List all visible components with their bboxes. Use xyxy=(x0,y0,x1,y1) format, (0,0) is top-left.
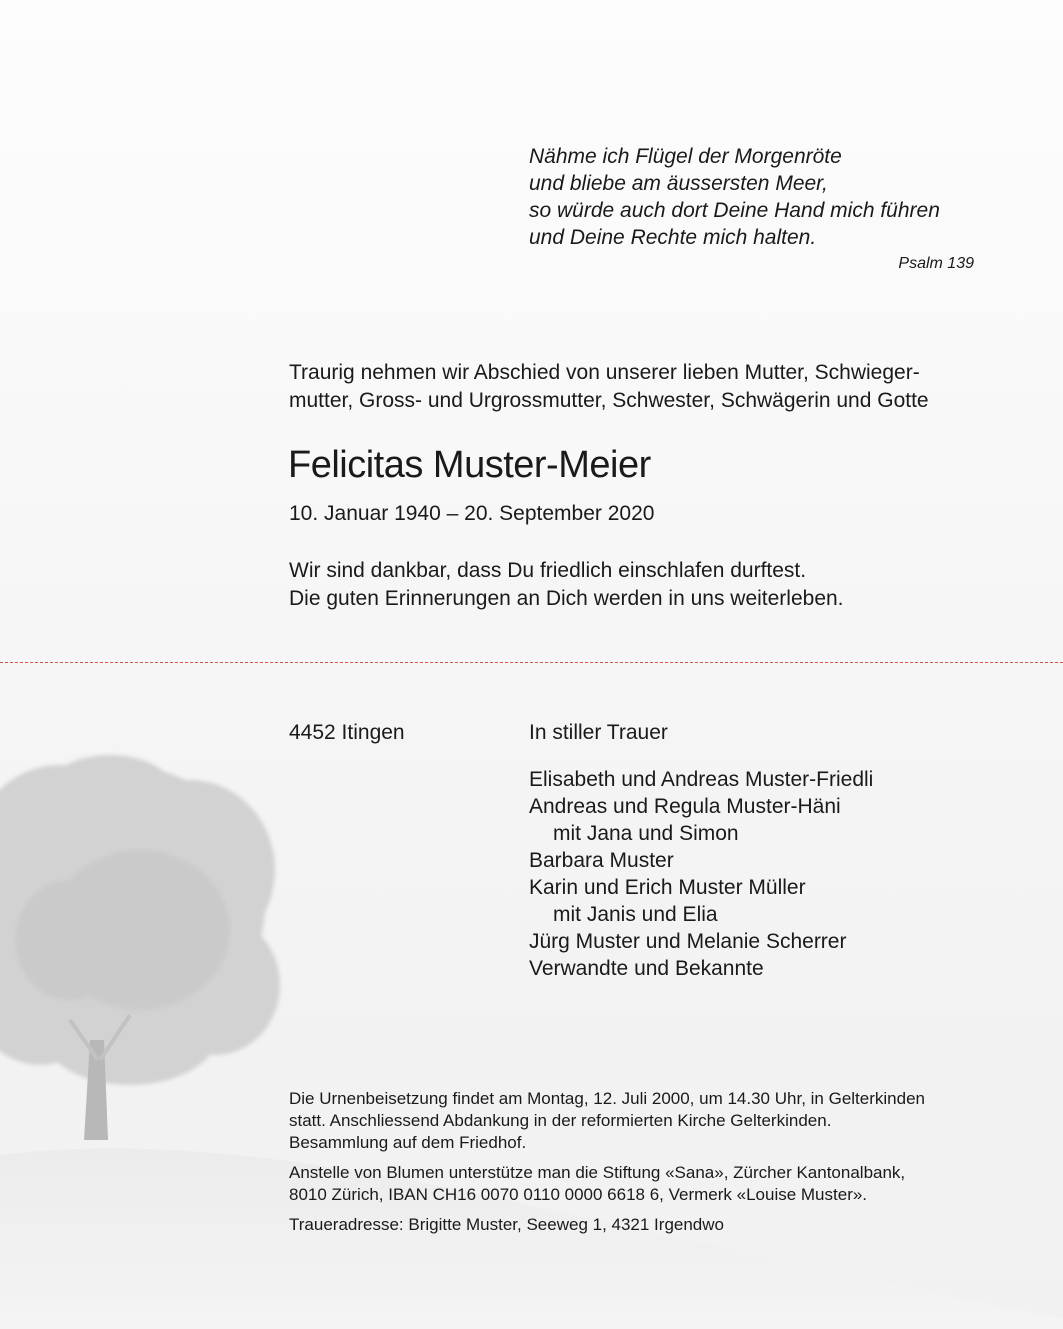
address-line: Traueradresse: Brigitte Muster, Seeweg 1, 4321 Irgendwo xyxy=(289,1215,724,1234)
donation-paragraph xyxy=(289,1162,989,1206)
burial-paragraph xyxy=(289,1088,989,1154)
list-item: Jürg Muster und Melanie Scherrer xyxy=(529,930,847,953)
mourners-list xyxy=(529,766,873,982)
list-item: mit Jana und Simon xyxy=(553,822,739,845)
burial-line: Die Urnenbeisetzung findet am Montag, 12. Juli 2000, um 14.30 Uhr, in Gelterkinden xyxy=(289,1089,925,1108)
list-item: Karin und Erich Muster Müller xyxy=(529,876,806,899)
life-dates: 10. Januar 1940 – 20. September 2020 xyxy=(289,502,655,525)
donation-line: Anstelle von Blumen unterstütze man die Stiftung «Sana», Zürcher Kantonalbank, xyxy=(289,1163,906,1182)
gratitude-line: Wir sind dankbar, dass Du friedlich einschlafen durftest. xyxy=(289,559,807,582)
intro-line: Traurig nehmen wir Abschied von unserer lieben Mutter, Schwieger- xyxy=(289,361,920,384)
mourning-heading: In stiller Trauer xyxy=(529,721,668,744)
gratitude-text xyxy=(289,557,844,613)
list-item: Elisabeth und Andreas Muster-Friedli xyxy=(529,768,874,791)
donation-line: 8010 Zürich, IBAN CH16 0070 0110 0000 6618 6, Vermerk «Louise Muster». xyxy=(289,1185,868,1204)
mourning-address xyxy=(289,1214,989,1236)
psalm-quote xyxy=(529,143,979,272)
deceased-name: Felicitas Muster-Meier xyxy=(288,444,651,486)
list-item: mit Janis und Elia xyxy=(553,903,718,926)
burial-line: statt. Anschliessend Abdankung in der reformierten Kirche Gelterkinden. xyxy=(289,1111,832,1130)
gratitude-line: Die guten Erinnerungen an Dich werden in uns weiterleben. xyxy=(289,587,844,610)
quote-line: und bliebe am äussersten Meer, xyxy=(529,172,828,195)
dashed-divider xyxy=(0,662,1063,663)
list-item: Barbara Muster xyxy=(529,849,674,872)
list-item: Andreas und Regula Muster-Häni xyxy=(529,795,841,818)
quote-line: Nähme ich Flügel der Morgenröte xyxy=(529,145,842,168)
list-item: Verwandte und Bekannte xyxy=(529,957,764,980)
intro-line: mutter, Gross- und Urgrossmutter, Schwester, Schwägerin und Gotte xyxy=(289,389,929,412)
quote-line: und Deine Rechte mich halten. xyxy=(529,226,817,249)
quote-line: so würde auch dort Deine Hand mich führen xyxy=(529,199,940,222)
quote-source: Psalm 139 xyxy=(898,255,974,272)
ceremony-notice xyxy=(289,1088,989,1244)
intro-text xyxy=(289,359,989,415)
place-of-residence: 4452 Itingen xyxy=(289,721,405,744)
burial-line: Besammlung auf dem Friedhof. xyxy=(289,1133,527,1152)
